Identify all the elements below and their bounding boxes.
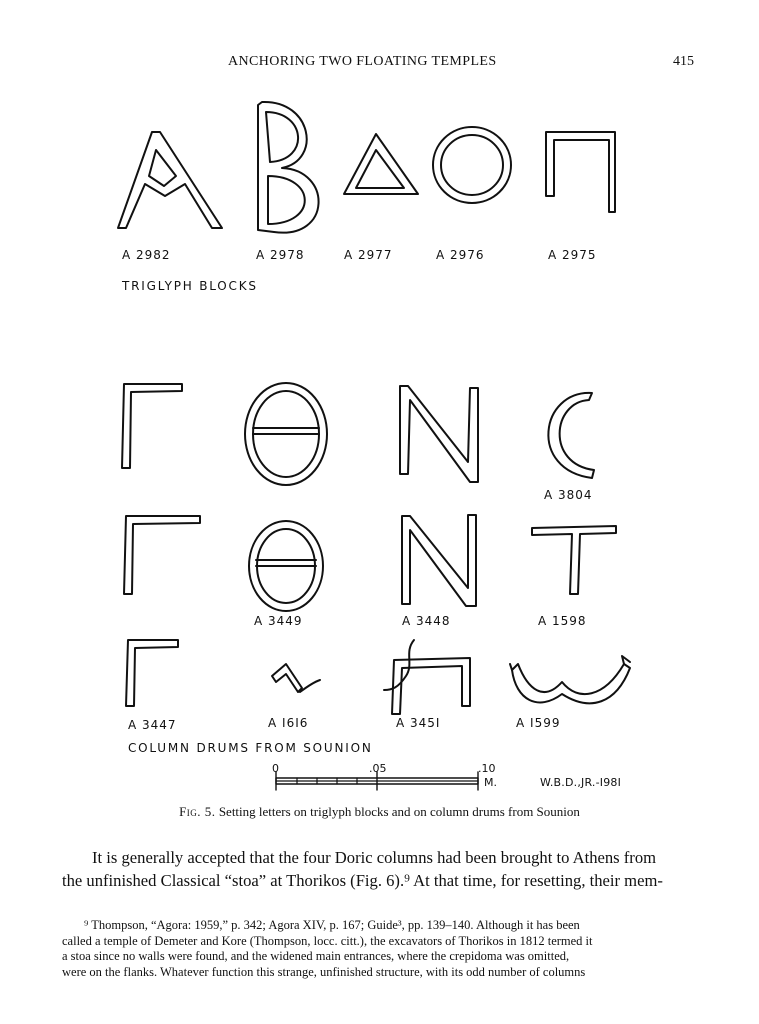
letter-beta-a2978 <box>258 102 319 233</box>
figure-caption <box>0 804 759 820</box>
letter-theta-row3-a3449 <box>249 521 323 611</box>
label-a2975: A 2975 <box>548 248 597 262</box>
letter-tau-row3-a1598 <box>532 526 616 594</box>
letter-sigma-row2-a3804 <box>548 393 594 478</box>
footnote-line-1: ⁹ Thompson, “Agora: 1959,” p. 342; Agora XIV, p. 167; Guide³, pp. 139–140. Although it has been <box>84 918 580 932</box>
letter-omicron-a2976 <box>433 127 511 203</box>
footnote-line-3: a stoa since no walls were found, and the widened main entrances, where the crepidoma was omitted, <box>62 949 570 963</box>
letter-omega-row4-a1599 <box>510 656 630 703</box>
label-a1599: A I599 <box>516 716 561 730</box>
letter-pi-a2975 <box>546 132 615 212</box>
letter-gamma-row3 <box>124 516 200 594</box>
figure-caption-text: Setting letters on triglyph blocks and on column drums from Sounion <box>215 804 580 819</box>
label-a2977: A 2977 <box>344 248 393 262</box>
label-a3448: A 3448 <box>402 614 451 628</box>
page-number: 415 <box>673 54 694 69</box>
letter-delta-a2977 <box>344 134 418 194</box>
body-line-2: the unfinished Classical “stoa” at Thorikos (Fig. 6).⁹ At that time, for resetting, their mem- <box>62 871 663 890</box>
letter-fragment-row4-a1616 <box>272 664 320 692</box>
drawing-credit: W.B.D.,JR.-I98I <box>540 776 622 789</box>
footnote-line-2: called a temple of Demeter and Kore (Thompson, locc. citt.), the excavators of Thorikos in 1812 termed it <box>62 933 593 948</box>
label-a2976: A 2976 <box>436 248 485 262</box>
label-a2982: A 2982 <box>122 248 171 262</box>
letter-gamma-row2 <box>122 384 182 468</box>
label-a3804: A 3804 <box>544 488 593 502</box>
letter-theta-row2 <box>245 383 327 485</box>
running-head-title: ANCHORING TWO FLOATING TEMPLES <box>228 54 497 69</box>
letter-alpha-a2982 <box>118 132 222 228</box>
scale-tick-label-10: .10 <box>478 762 496 775</box>
body-paragraph <box>62 846 702 892</box>
scale-unit: M. <box>484 776 497 789</box>
label-a3449: A 3449 <box>254 614 303 628</box>
letter-pi-fragment-row4-a3451 <box>384 640 470 714</box>
letter-nu-row2 <box>400 386 478 482</box>
scale-tick-label-05: .05 <box>369 762 387 775</box>
footnote-line-4: were on the flanks. Whatever function this strange, unfinished structure, with its odd number of columns <box>62 964 586 979</box>
label-a3451: A 345I <box>396 716 441 730</box>
letter-gamma-row4-a3447 <box>126 640 178 706</box>
label-a1616: A I6I6 <box>268 716 309 730</box>
group-label-column-drums: COLUMN DRUMS FROM SOUNION <box>128 741 373 755</box>
scale-tick-label-0: 0 <box>272 762 279 775</box>
label-a2978: A 2978 <box>256 248 305 262</box>
footnote-9 <box>62 918 702 980</box>
label-a1598: A 1598 <box>538 614 587 628</box>
group-label-triglyph-blocks: TRIGLYPH BLOCKS <box>122 279 258 293</box>
figure-number: Fig. 5. <box>179 804 216 819</box>
letter-nu-row3-a3448 <box>402 515 476 606</box>
label-a3447: A 3447 <box>128 718 177 732</box>
body-line-1: It is generally accepted that the four Doric columns had been brought to Athens from <box>92 848 657 867</box>
